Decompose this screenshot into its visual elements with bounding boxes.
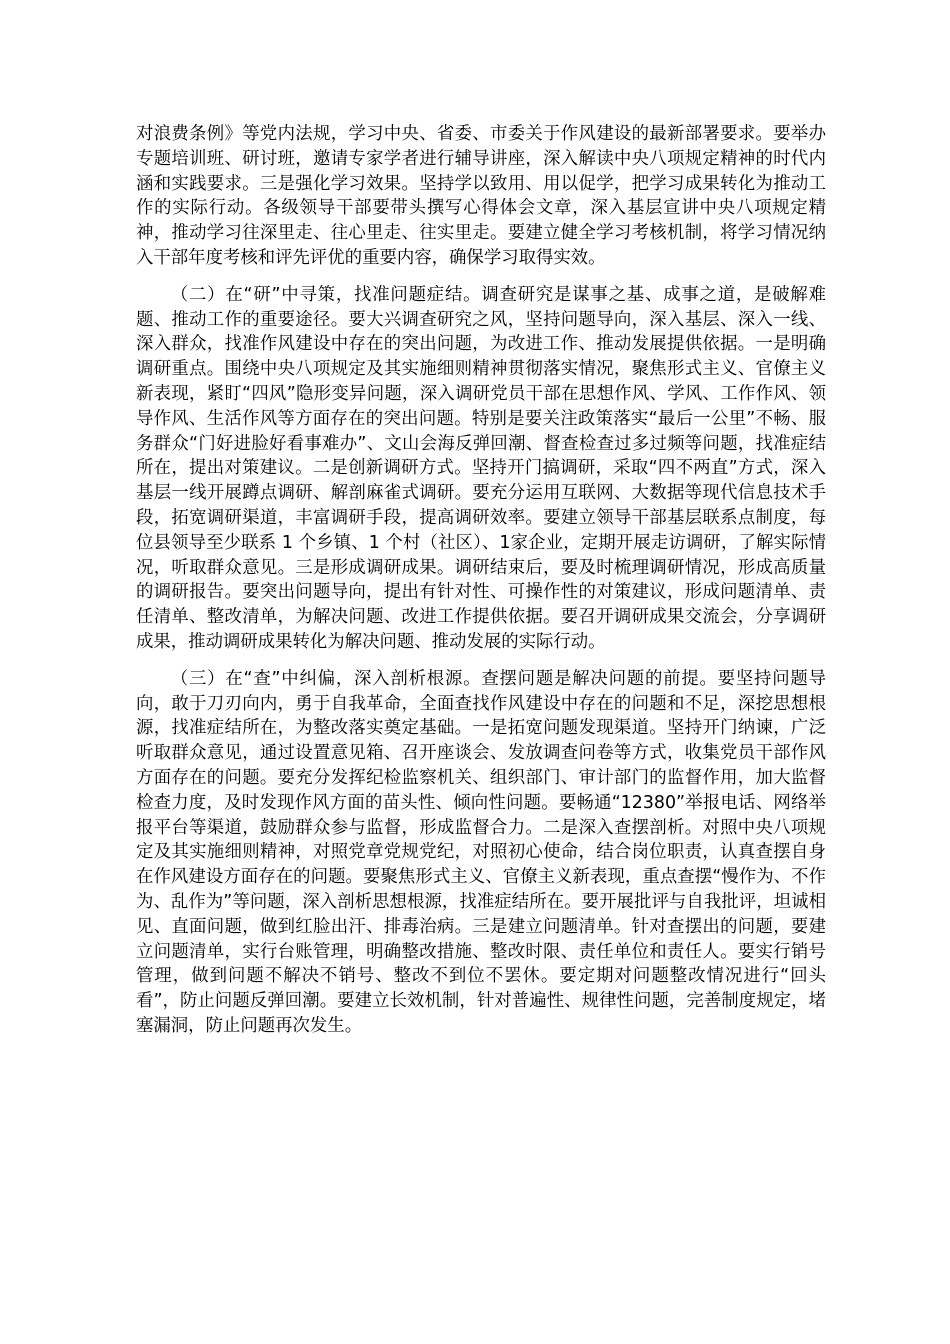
paragraph-section-2-research: （二）在“研”中寻策，找准问题症结。调查研究是谋事之基、成事之道，是破解难题、推动工作的重要途径。要大兴调查研究之风，坚持问题导向，深入基层、深入一线、深入群众，找准作风建设中存在的突出问题，为改进工作、推动发展提供依据。一是明确调研重点。围绕中央八项规定及其实施细则精神贯彻落实情况，聚焦形式主义、官僚主义新表现，紧盯“四风”隐形变异问题，深入调研党员干部在思想作风、学风、工作作风、领导作风、生活作风等方面存在的突出问题。特别是要关注政策落实“最后一公里”不畅、服务群众“门好进脸好看事难办”、文山会海反弹回潮、督查检查过多过频等问题，找准症结所在，提出对策建议。二是创新调研方式。坚持开门搞调研，采取“四不两直”方式，深入基层一线开展蹲点调研、解剖麻雀式调研。要充分运用互联网、大数据等现代信息技术手段，拓宽调研渠道，丰富调研手段，提高调研效率。要建立领导干部基层联系点制度，每位县领导至少联系 1 个乡镇、1 个村（社区）、1家企业，定期开展走访调研，了解实际情况，听取群众意见。三是形成调研成果。调研结束后，要及时梳理调研情况，形成高质量的调研报告。要突出问题导向，提出有针对性、可操作性的对策建议，形成问题清单、责任清单、整改清单，为解决问题、改进工作提供依据。要召开调研成果交流会，分享调研成果，推动调研成果转化为解决问题、推动发展的实际行动。 [136,284,826,652]
paragraph-study-continued: 对浪费条例》等党内法规，学习中央、省委、市委关于作风建设的最新部署要求。要举办专题培训班、研讨班，邀请专家学者进行辅导讲座，深入解读中央八项规定精神的时代内涵和实践要求。三是强化学习效果。坚持学以致用、用以促学，把学习成果转化为推动工作的实际行动。各级领导干部要带头撰写心得体会文章，深入基层宣讲中央八项规定精神，推动学习往深里走、往心里走、往实里走。要建立健全学习考核机制，将学习情况纳入干部年度考核和评先评优的重要内容，确保学习取得实效。 [136,124,826,268]
document-body [136,122,826,1039]
paragraph-section-3-inspection: （三）在“查”中纠偏，深入剖析根源。查摆问题是解决问题的前提。要坚持问题导向，敢于刀刃向内，勇于自我革命，全面查找作风建设中存在的问题和不足，深挖思想根源，找准症结所在，为整改落实奠定基础。一是拓宽问题发现渠道。坚持开门纳谏，广泛听取群众意见，通过设置意见箱、召开座谈会、发放调查问卷等方式，收集党员干部作风方面存在的问题。要充分发挥纪检监察机关、组织部门、审计部门的监督作用，加大监督检查力度，及时发现作风方面的苗头性、倾向性问题。要畅通“12380”举报电话、网络举报平台等渠道，鼓励群众参与监督，形成监督合力。二是深入查摆剖析。对照中央八项规定及其实施细则精神，对照党章党规党纪，对照初心使命，结合岗位职责，认真查摆自身在作风建设方面存在的问题。要聚焦形式主义、官僚主义新表现，重点查摆“慢作为、不作为、乱作为”等问题，深入剖析思想根源，找准症结所在。要开展批评与自我批评，坦诚相见、直面问题，做到红脸出汗、排毒治病。三是建立问题清单。针对查摆出的问题，要建立问题清单，实行台账管理，明确整改措施、整改时限、责任单位和责任人。要实行销号管理，做到问题不解决不销号、整改不到位不罢休。要定期对问题整改情况进行“回头看”，防止问题反弹回潮。要建立长效机制，针对普遍性、规律性问题，完善制度规定，堵塞漏洞，防止问题再次发生。 [136,668,826,1036]
